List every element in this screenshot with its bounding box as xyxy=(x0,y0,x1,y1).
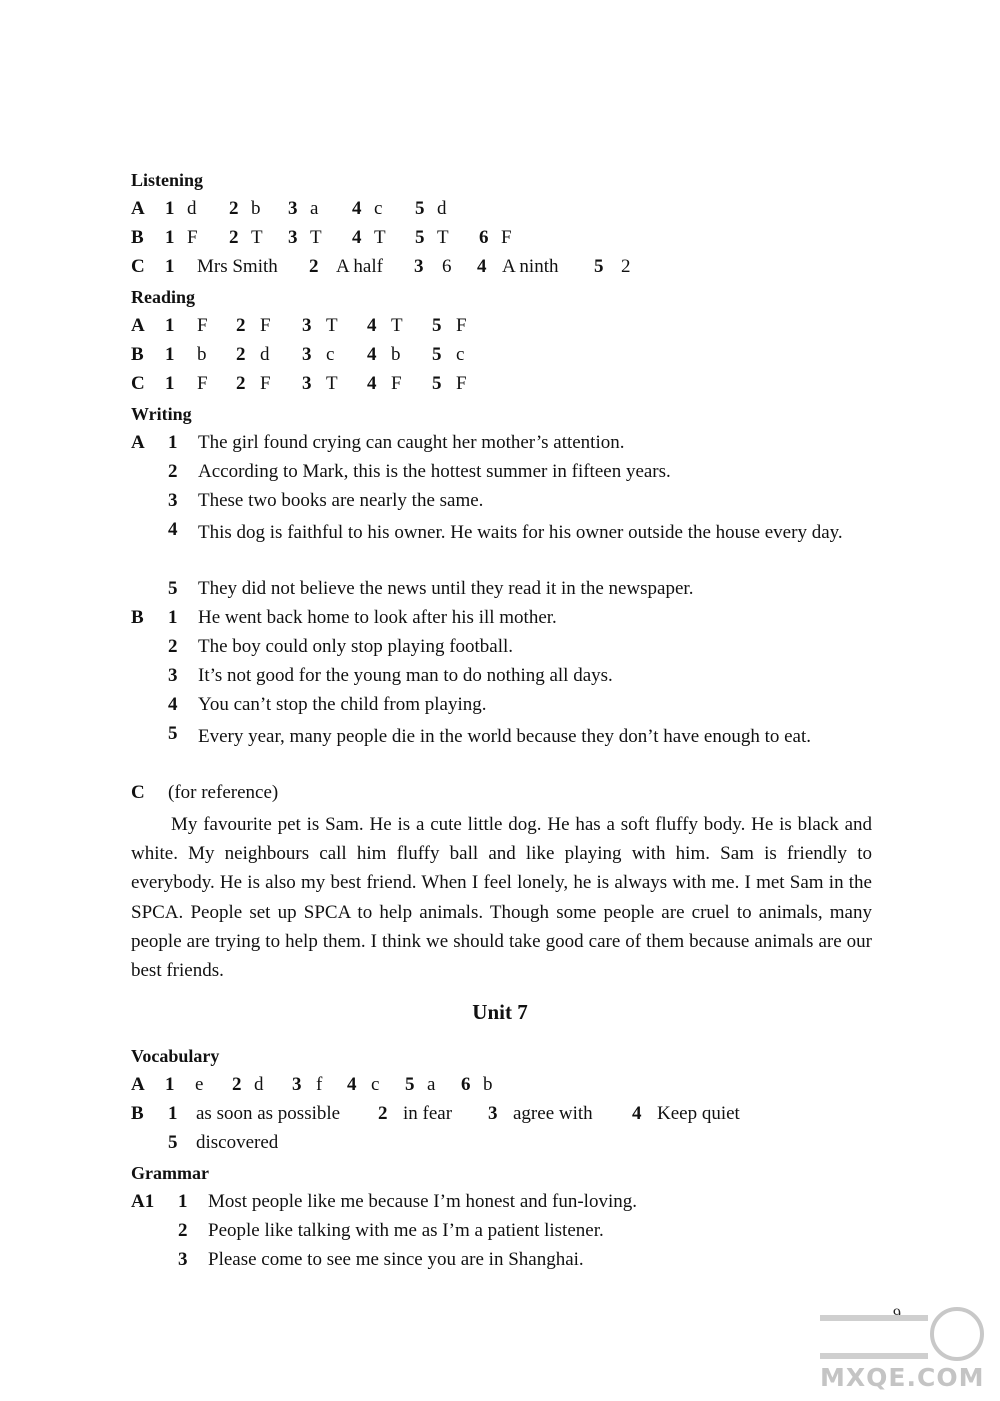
writing-a-text-5: They did not believe the news until they read it in the newspaper. xyxy=(198,578,694,599)
listening-row-c: C 1 Mrs Smith 2 A half 3 6 4 A ninth 5 2 xyxy=(131,256,631,277)
section-heading-vocabulary: Vocabulary xyxy=(131,1046,220,1066)
grammar-a1-text-3: Please come to see me since you are in Shanghai. xyxy=(208,1249,584,1270)
writing-b-num-4: 4 xyxy=(168,694,178,715)
writing-b-text-5: Every year, many people die in the world because they don’t have enough to eat. xyxy=(198,726,812,747)
writing-a-num-4: 4 xyxy=(168,519,178,540)
writing-a-num-5: 5 xyxy=(168,578,178,599)
writing-a-letter: A xyxy=(131,432,145,453)
unit-title: Unit 7 xyxy=(472,1000,528,1024)
section-heading-writing: Writing xyxy=(131,404,192,424)
watermark-logo xyxy=(820,1305,990,1395)
writing-b-num-3: 3 xyxy=(168,665,178,686)
grammar-a1-text-1: Most people like me because I’m honest and fun-loving. xyxy=(208,1191,637,1212)
grammar-a1-letter: A1 xyxy=(131,1191,155,1212)
writing-c-paragraph: My favourite pet is Sam. He is a cute little dog. He has a soft fluffy body. He is black and white. My neighbours call him fluffy ball and like playing with him. Sam is friendly to everybody. He is also my best friend. When I feel lonely, he is always with me. I met Sam in the SPCA. People set up SPCA to help animals. Though some people are cruel to animals, many people are trying to help them. I think we should take good care of them because animals are our best friends. xyxy=(131,814,872,982)
writing-a-num-1: 1 xyxy=(168,432,178,453)
writing-a-text-4: This dog is faithful to his owner. He waits for his owner outside the house every day. xyxy=(198,522,843,543)
grammar-a1-num-2: 2 xyxy=(178,1220,188,1241)
writing-b-num-5: 5 xyxy=(168,723,178,744)
writing-a-num-2: 2 xyxy=(168,461,178,482)
listening-row-b: B 1 F 2 T 3 T 4 T 5 T 6 F xyxy=(131,227,512,248)
reading-row-b: B 1 b 2 d 3 c 4 b 5 c xyxy=(131,344,465,365)
listening-row-a: A 1 d 2 b 3 a 4 c 5 d xyxy=(131,198,447,219)
writing-a-text-2: According to Mark, this is the hottest summer in fifteen years. xyxy=(198,461,671,482)
watermark-url: MXQE.COM xyxy=(820,1363,985,1392)
writing-b-num-2: 2 xyxy=(168,636,178,657)
grammar-a1-num-3: 3 xyxy=(178,1249,188,1270)
vocabulary-row-b: B 1 as soon as possible 2 in fear 3 agree with 4 Keep quiet xyxy=(131,1103,740,1124)
writing-b-text-3: It’s not good for the young man to do nothing all days. xyxy=(198,665,613,686)
section-heading-reading: Reading xyxy=(131,287,196,307)
section-heading-grammar: Grammar xyxy=(131,1163,209,1183)
vocabulary-row-b-cont: 5 discovered xyxy=(168,1132,279,1153)
watermark-bars xyxy=(820,1315,928,1359)
watermark-badge-icon xyxy=(930,1307,984,1361)
section-heading-listening: Listening xyxy=(131,170,204,190)
grammar-a1-text-2: People like talking with me as I’m a patient listener. xyxy=(208,1220,604,1241)
writing-a-num-3: 3 xyxy=(168,490,178,511)
writing-b-text-2: The boy could only stop playing football. xyxy=(198,636,514,657)
writing-c-note: (for reference) xyxy=(168,782,279,803)
reading-row-a: A 1 F 2 F 3 T 4 T 5 F xyxy=(131,315,467,336)
writing-b-num-1: 1 xyxy=(168,607,178,628)
writing-a-text-1: The girl found crying can caught her mother’s attention. xyxy=(198,432,625,453)
writing-c-letter: C xyxy=(131,782,145,803)
grammar-a1-num-1: 1 xyxy=(178,1191,188,1212)
reading-row-c: C 1 F 2 F 3 T 4 F 5 F xyxy=(131,373,467,394)
writing-b-text-1: He went back home to look after his ill mother. xyxy=(198,607,557,628)
writing-a-text-3: These two books are nearly the same. xyxy=(198,490,484,511)
writing-b-letter: B xyxy=(131,607,144,628)
writing-b-text-4: You can’t stop the child from playing. xyxy=(198,694,487,715)
page-number: 9 xyxy=(893,1306,901,1323)
vocabulary-row-a: A 1 e 2 d 3 f 4 c 5 a 6 b xyxy=(131,1074,493,1095)
